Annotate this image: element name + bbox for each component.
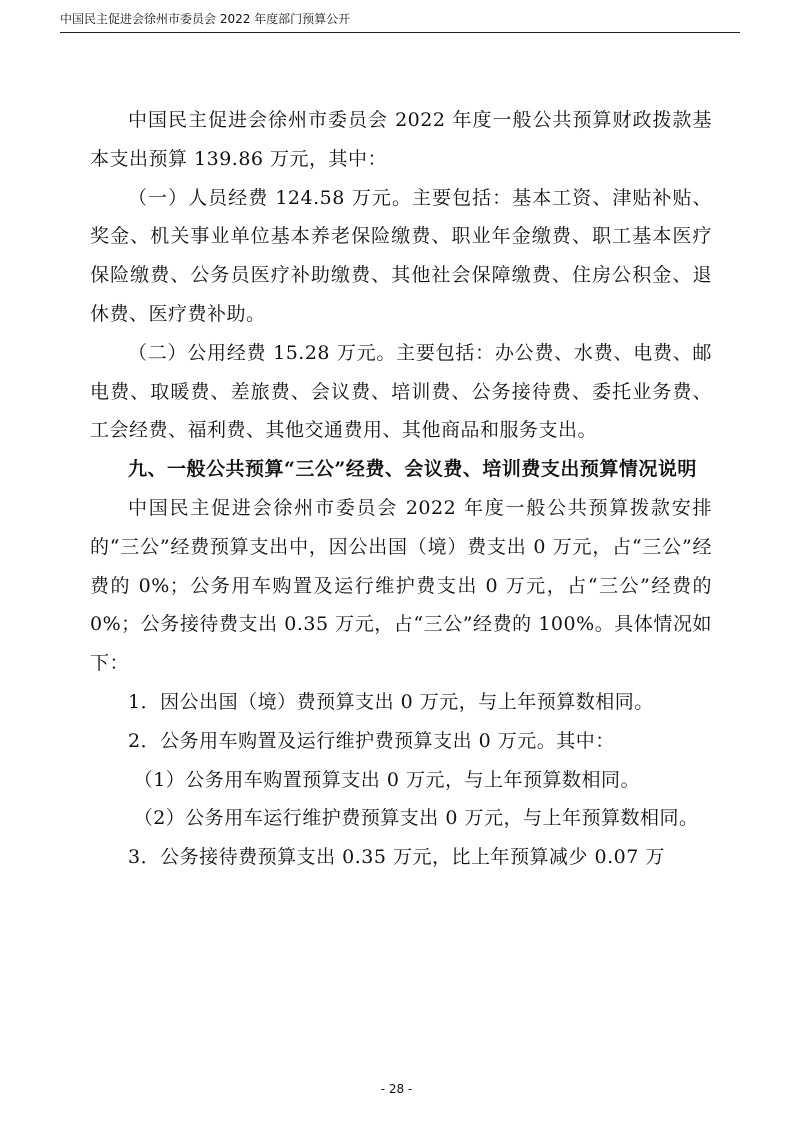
page-number: - 28 - bbox=[380, 1082, 413, 1096]
paragraph-basic-expenditure: 中国民主促进会徐州市委员会 2022 年度一般公共预算财政拨款基本支出预算 139.86 万元，其中： bbox=[90, 109, 712, 170]
list-item-overseas: 1．因公出国（境）费预算支出 0 万元，与上年预算数相同。 bbox=[128, 690, 654, 713]
page-header bbox=[60, 10, 740, 33]
list-item-vehicles: 2．公务用车购置及运行维护费预算支出 0 万元。其中： bbox=[128, 729, 615, 752]
sub-item-vehicle-maintenance: （2）公务用车运行维护费预算支出 0 万元，与上年预算数相同。 bbox=[133, 807, 699, 830]
sub-item-vehicle-purchase: （1）公务用车购置预算支出 0 万元，与上年预算数相同。 bbox=[133, 768, 640, 791]
document-body bbox=[90, 101, 712, 877]
header-title: 中国民主促进会徐州市委员会 2022 年度部门预算公开 bbox=[60, 12, 351, 26]
paragraph-public-expenses: （二）公用经费 15.28 万元。主要包括：办公费、水费、电费、邮电费、取暖费、差旅费、会议费、培训费、公务接待费、委托业务费、工会经费、福利费、其他交通费用、其他商品和服务支出。 bbox=[90, 341, 712, 442]
list-item-reception: 3．公务接待费预算支出 0.35 万元，比上年预算减少 0.07 万 bbox=[128, 846, 665, 869]
paragraph-personnel-expenses: （一）人员经费 124.58 万元。主要包括：基本工资、津贴补贴、奖金、机关事业单位基本养老保险缴费、职业年金缴费、职工基本医疗保险缴费、公务员医疗补助缴费、其他社会保障缴费、住房公积金、退休费、医疗费补助。 bbox=[90, 186, 712, 325]
section-heading-three-public: 九、一般公共预算“三公”经费、会议费、培训费支出预算情况说明 bbox=[128, 458, 697, 481]
page-footer bbox=[0, 1082, 793, 1096]
paragraph-three-public-summary: 中国民主促进会徐州市委员会 2022 年度一般公共预算拨款安排的“三公”经费预算支出中，因公出国（境）费支出 0 万元，占“三公”经费的 0%；公务用车购置及运行维护费支出 0 万元，占“三公”经费的 0%；公务接待费支出 0.35 万元，占“三公”经费的 100%。具体情况如下： bbox=[90, 496, 712, 675]
